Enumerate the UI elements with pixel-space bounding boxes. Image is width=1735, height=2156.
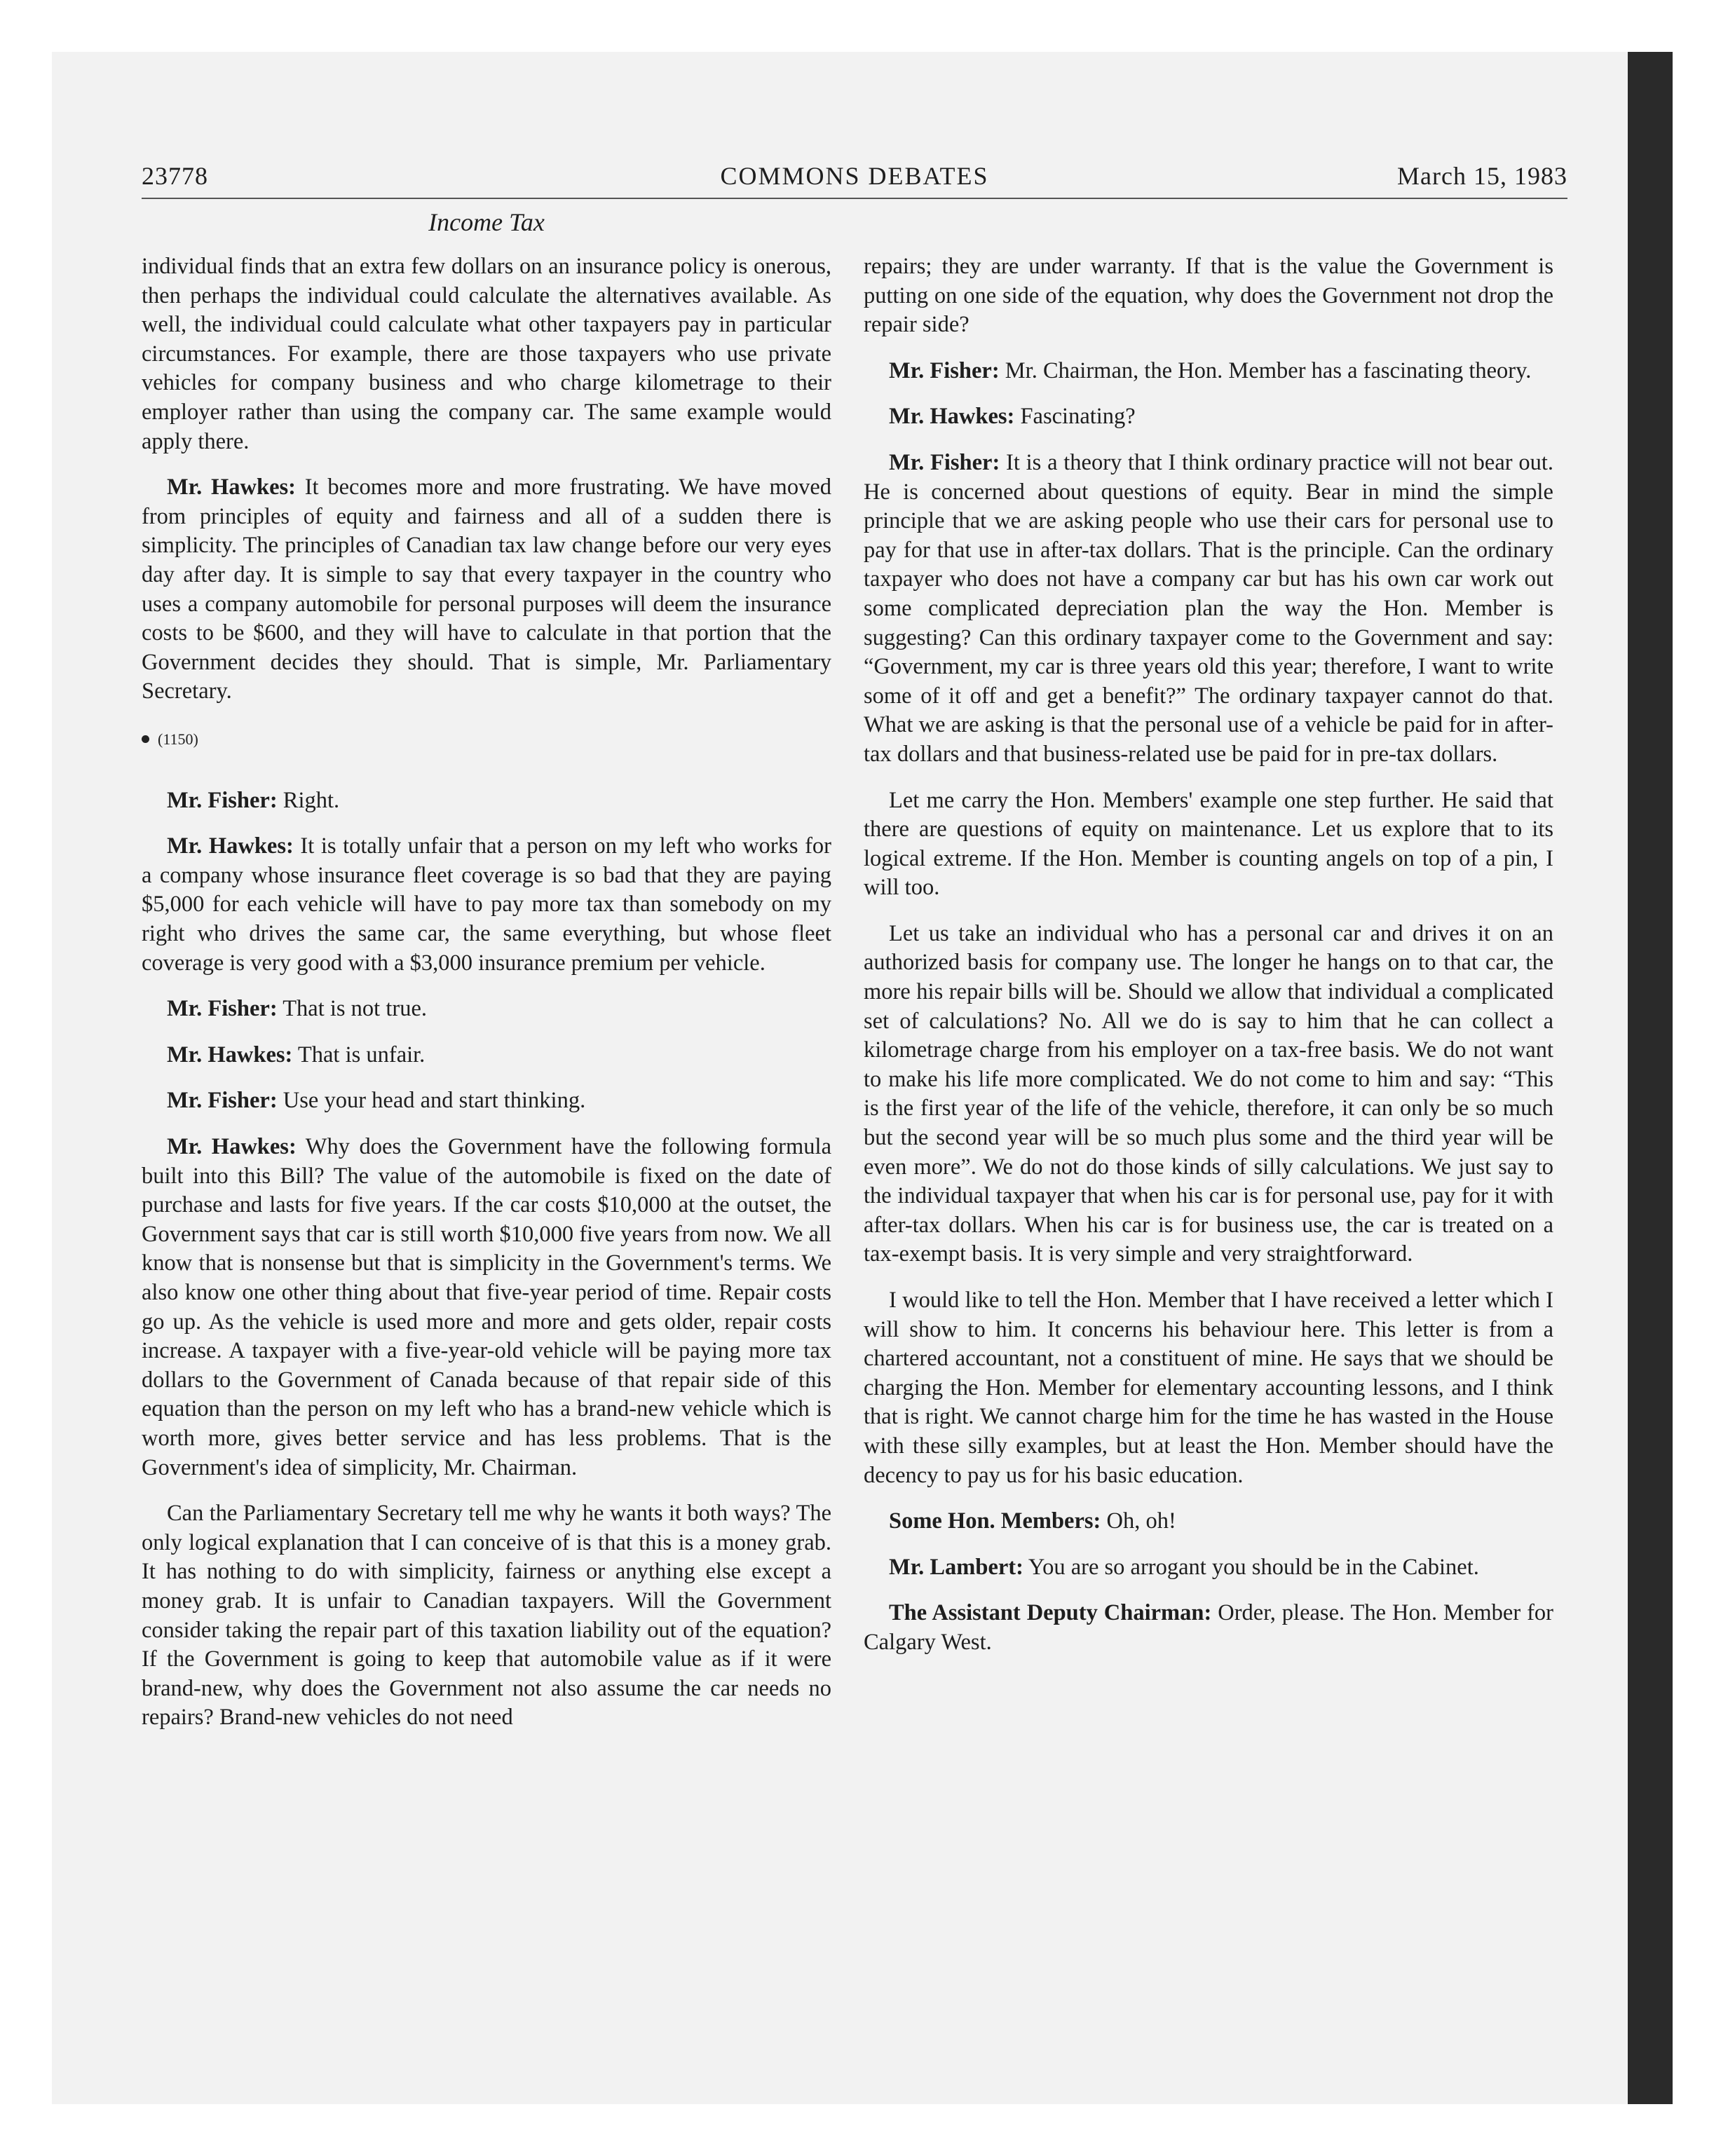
section-subject: Income Tax	[428, 208, 545, 236]
speaker-name: Mr. Hawkes:	[167, 833, 294, 859]
speech-paragraph: Mr. Hawkes: That is unfair.	[167, 1042, 426, 1067]
paragraph: Can the Parliamentary Secretary tell me why he wants it both ways? The only logical explanation that I can conceive of is that this is a money grab. It has nothing to do with simplicity, fairness or anything else except a money grab. It is unfair to Canadian taxpayers. Will the Government consider taking the repair part of this taxation liability out of the equation? If the Government is going to keep that automobile value as if it were brand-new, why does the Government not also assume the car needs no repairs? Brand-new vehicles do not need	[142, 1501, 831, 1731]
speaker-name: Mr. Hawkes:	[889, 404, 1015, 430]
bullet-icon	[142, 735, 149, 743]
speaker-name: Mr. Fisher:	[889, 357, 1000, 383]
scan-edge	[1628, 52, 1673, 2104]
speech-paragraph: Mr. Hawkes: It becomes more and more frustrating. We have moved from principles of equity and fairness and all of a sudden there is simplicity. The principles of Canadian tax law change before our very eyes day after day. It is simple to say that every taxpayer in the country who uses a company automobile for personal purposes will deem the insurance costs to be $600, and they will have to calculate in that portion that the Government decides they should. That is simple, Mr. Parliamentary Secretary.	[142, 475, 832, 704]
paragraph: Let me carry the Hon. Members' example one step further. He said that there are questions of equity on maintenance. Let us explore that to its logical extreme. If the Hon. Member is counting angels on top of a pin, I will too.	[864, 787, 1553, 901]
time-marker: (1150)	[142, 723, 831, 754]
speaker-name: Mr. Hawkes:	[167, 475, 296, 500]
speaker-name: The Assistant Deputy Chairman:	[889, 1600, 1212, 1626]
speaker-name: Mr. Fisher:	[167, 1088, 278, 1114]
paragraph: repairs; they are under warranty. If that is the value the Government is putting on one side of the equation, why does the Government not drop the repair side?	[864, 254, 1553, 338]
speech-paragraph: The Assistant Deputy Chairman: Order, please. The Hon. Member for Calgary West.	[864, 1600, 1553, 1655]
page-header	[142, 156, 1567, 199]
speaker-name: Mr. Hawkes:	[167, 1134, 297, 1159]
speaker-name: Mr. Fisher:	[889, 449, 1000, 475]
publication-date: March 15, 1983	[1397, 162, 1567, 190]
speech-paragraph: Mr. Fisher: Use your head and start thinking.	[167, 1088, 586, 1114]
speech-paragraph: Mr. Fisher: It is a theory that I think ordinary practice will not bear out. He is concerned about questions of equity. Bear in mind the simple principle that we are asking people who use their cars for personal use to pay for that use in after-tax dollars. That is the principle. Can the ordinary taxpayer who does not have a company car but has his own car work out some complicated depreciation plan the way the Hon. Member is suggesting? Can this ordinary taxpayer come to the Government and say: “Government, my car is three years old this year; therefore, I want to write some of it off and get a benefit?” The ordinary taxpayer cannot do that. What we are asking is that the personal use of a vehicle be paid for in after-tax dollars and that business-related use be paid for in pre-tax dollars.	[864, 449, 1554, 767]
right-column	[864, 252, 1553, 1674]
speech-paragraph: Mr. Lambert: You are so arrogant you should be in the Cabinet.	[889, 1554, 1479, 1580]
speech-paragraph: Mr. Hawkes: Why does the Government have the following formula built into this Bill? The value of the automobile is fixed on the date of purchase and lasts for five years. If the car costs $10,000 at the outset, the Government says that car is still worth $10,000 five years from now. We all know that is nonsense but that is simplicity in the Government's terms. We also know one other thing about that five-year period of time. Repair costs go up. As the vehicle is used more and more and gets older, repair costs increase. A taxpayer with a five-year-old vehicle will be paying more tax dollars to the Government of Canada because of that repair side of this equation than the person on my left who has a brand-new vehicle which is worth more, gives better service and has less problems. That is the Government's idea of simplicity, Mr. Chairman.	[142, 1134, 831, 1480]
speech-paragraph: Mr. Fisher: That is not true.	[167, 996, 427, 1022]
left-column	[142, 252, 831, 1749]
publication-title: COMMONS DEBATES	[720, 162, 989, 190]
speech-paragraph: Mr. Hawkes: Fascinating?	[889, 404, 1136, 430]
speech-paragraph: Mr. Hawkes: It is totally unfair that a person on my left who works for a company whose insurance fleet coverage is so bad that they are paying $5,000 for each vehicle will have to pay more tax than somebody on my right who drives the same car, the same everything, but whose fleet coverage is very good with a $3,000 insurance premium per vehicle.	[142, 833, 832, 976]
speech-paragraph: Some Hon. Members: Oh, oh!	[889, 1508, 1176, 1534]
speech-paragraph: Mr. Fisher: Mr. Chairman, the Hon. Member has a fascinating theory.	[889, 357, 1532, 383]
paragraph: I would like to tell the Hon. Member that I have received a letter which I will show to him. It concerns his behaviour here. This letter is from a chartered accountant, not a constituent of mine. He says that we should be charging the Hon. Member for elementary accounting lessons, and I think that is right. We cannot charge him for the time he has wasted in the House with these silly examples, but at least the Hon. Member should have the decency to pay us for his basic education.	[864, 1288, 1553, 1488]
page-number: 23778	[142, 162, 208, 190]
paragraph: individual finds that an extra few dollars on an insurance policy is onerous, then perhaps the individual could calculate the alternatives available. As well, the individual could calculate what other taxpayers pay in particular circumstances. For example, there are those taxpayers who use private vehicles for company business and who charge kilometrage to their employer rather than using the company car. The same example would apply there.	[142, 254, 831, 454]
speaker-name: Some Hon. Members:	[889, 1508, 1101, 1534]
speech-paragraph: Mr. Fisher: Right.	[167, 787, 340, 813]
speaker-name: Mr. Hawkes:	[167, 1042, 293, 1067]
speaker-name: Mr. Fisher:	[167, 787, 278, 813]
paragraph: Let us take an individual who has a personal car and drives it on an authorized basis for company use. The longer he hangs on to that car, the more his repair bills will be. Should we allow that individual a complicated set of calculations? No. All we do is say to him that he can collect a kilometrage charge from his employer on a tax-free basis. We do not want to make his life more complicated. We do not come to him and say: “This is the first year of the life of the vehicle, therefore, it can only be so much but the second year will be so much plus some and the third year will be even more”. We do not do those kinds of silly calculations. We just say to the individual taxpayer that when his car is for personal use, pay for it with after-tax dollars. When his car is for business use, the car is treated on a tax-exempt basis. It is very simple and very straightforward.	[864, 920, 1553, 1267]
speaker-name: Mr. Fisher:	[167, 996, 278, 1022]
speaker-name: Mr. Lambert:	[889, 1554, 1023, 1580]
